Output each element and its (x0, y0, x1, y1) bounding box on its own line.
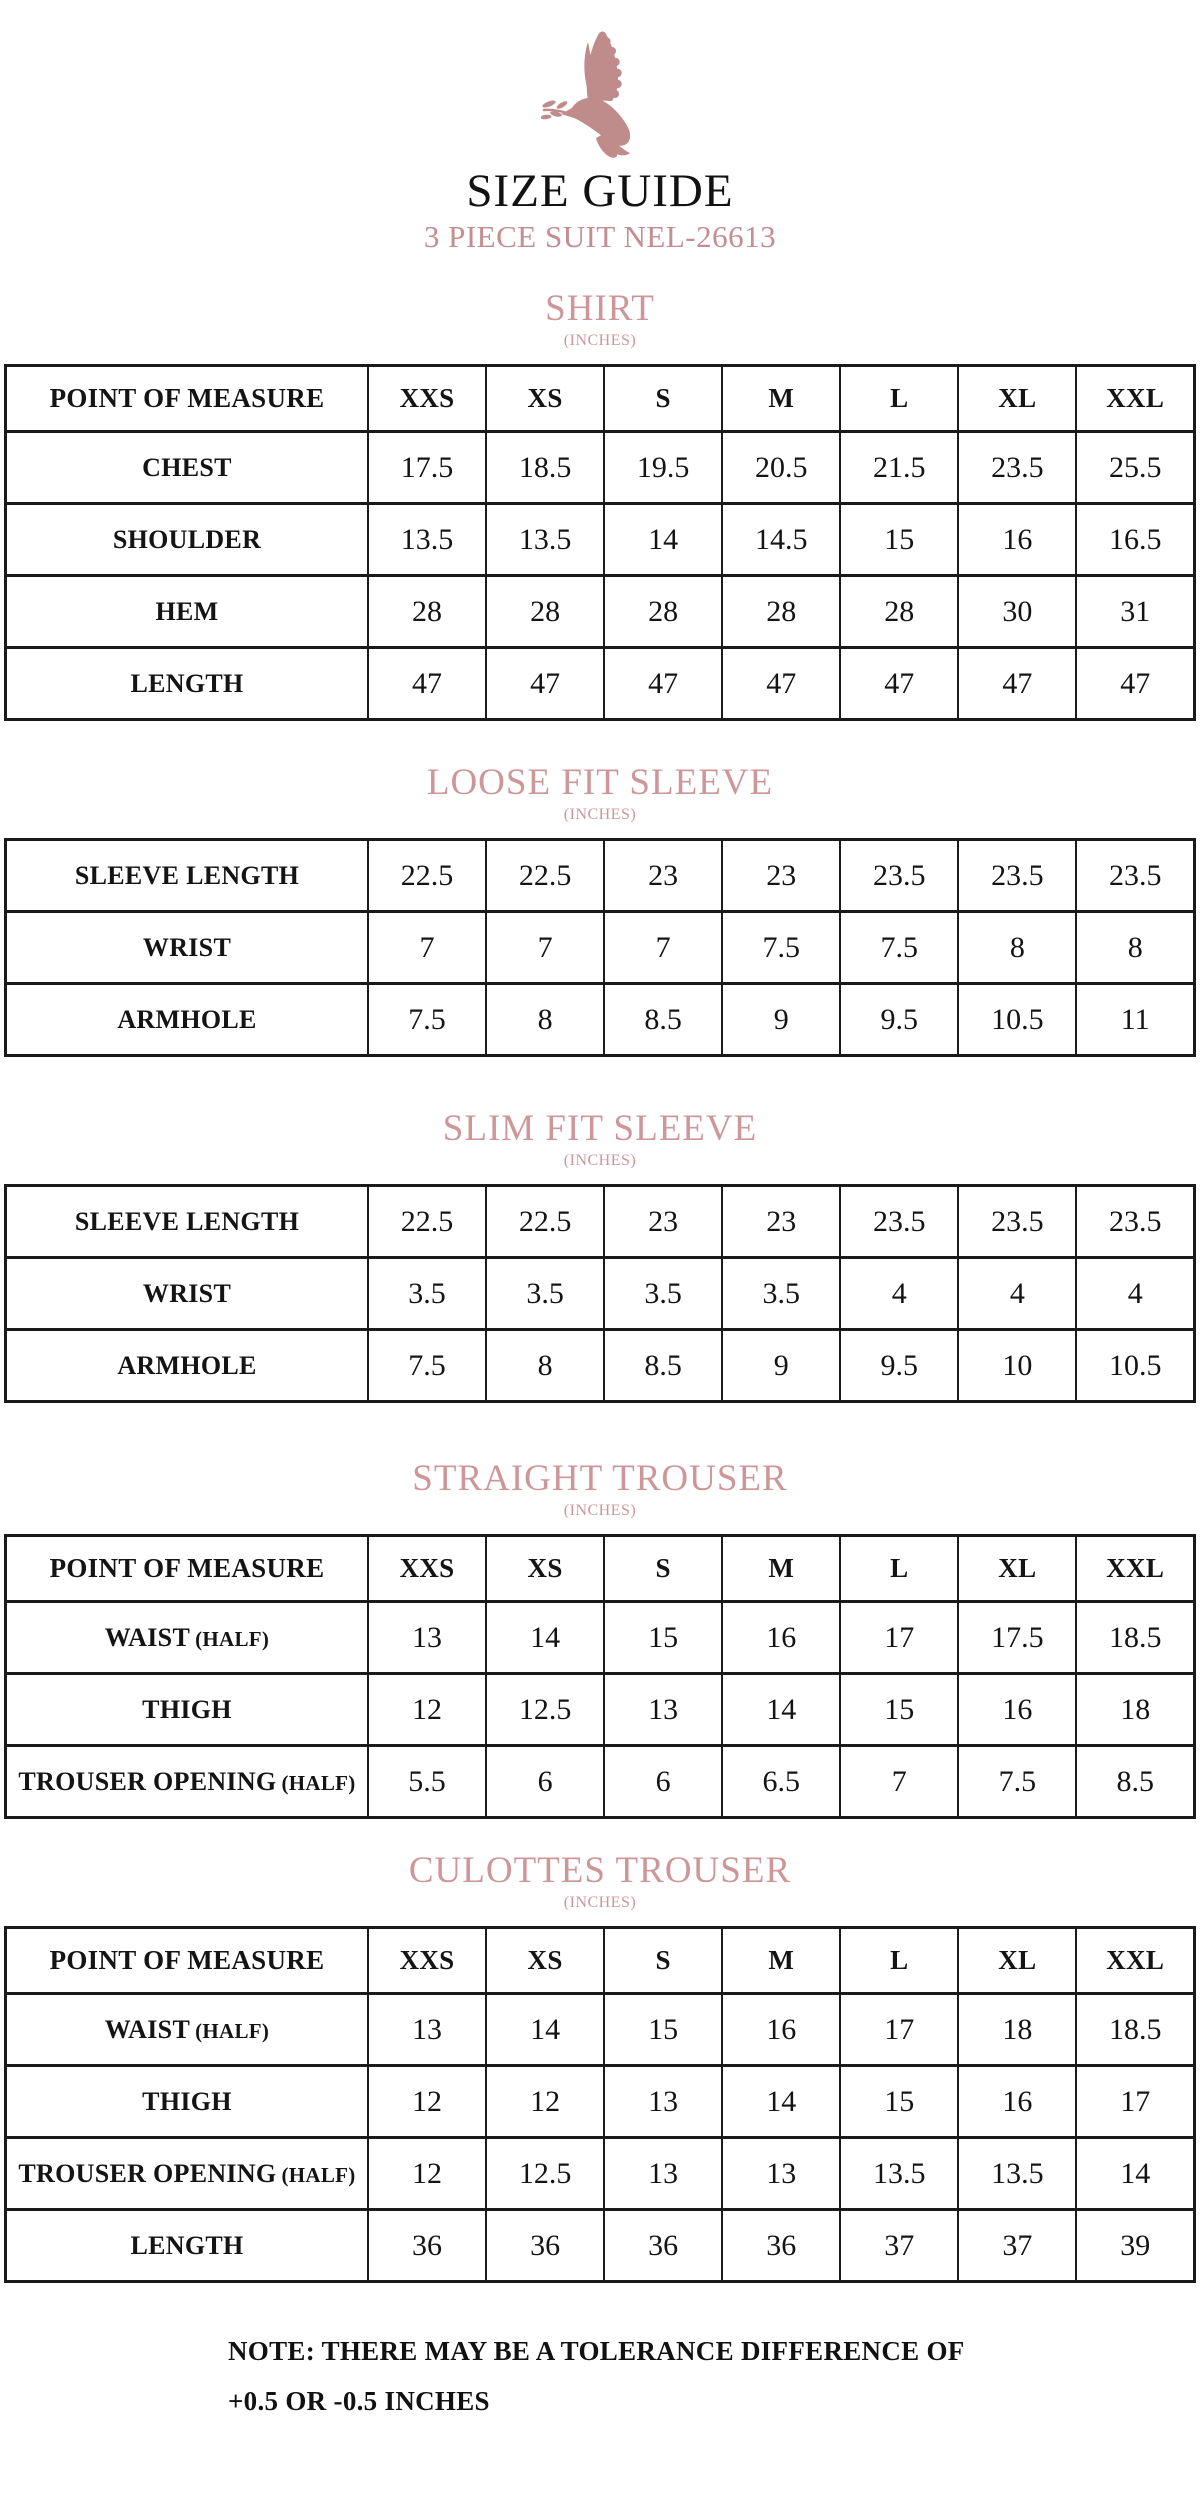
row-label-text: WRIST (142, 932, 232, 962)
measurement-value: 10 (958, 1330, 1076, 1402)
row-label (6, 504, 369, 576)
measurement-value: 31 (1076, 576, 1194, 648)
measurement-value: 47 (1076, 648, 1194, 720)
column-header-size: XXS (368, 1536, 486, 1602)
table-row (6, 648, 1195, 720)
brand-logo-container (0, 26, 1200, 160)
measurement-value: 16.5 (1076, 504, 1194, 576)
measurement-value: 3.5 (486, 1258, 604, 1330)
column-header-size: L (840, 366, 958, 432)
row-label (6, 2138, 369, 2210)
straight-trouser-table (4, 1534, 1196, 1819)
column-header-size: XXS (368, 1928, 486, 1994)
section-shirt (0, 287, 1200, 721)
unit-label: (INCHES) (563, 1502, 637, 1519)
measurement-value: 8.5 (1076, 1746, 1194, 1818)
measurement-value: 7.5 (958, 1746, 1076, 1818)
measurement-value: 23.5 (840, 840, 958, 912)
measurement-value: 9.5 (840, 984, 958, 1056)
table-row (6, 1258, 1195, 1330)
table-row (6, 2210, 1195, 2282)
row-label (6, 1746, 369, 1818)
dove-logo-icon (541, 26, 659, 158)
section-heading: SLIM FIT SLEEVE (442, 1108, 758, 1149)
measurement-value: 3.5 (368, 1258, 486, 1330)
measurement-value: 13.5 (486, 504, 604, 576)
table-row (6, 2138, 1195, 2210)
measurement-value: 12 (486, 2066, 604, 2138)
column-header-size: M (722, 1928, 840, 1994)
measurement-value: 13 (604, 1674, 722, 1746)
row-label (6, 576, 369, 648)
measurement-value: 7.5 (722, 912, 840, 984)
measurement-value: 15 (840, 1674, 958, 1746)
column-header-size: XXL (1076, 366, 1194, 432)
row-label-suffix: (HALF) (281, 1770, 356, 1795)
measurement-value: 23 (722, 1186, 840, 1258)
column-header-size: XXS (368, 366, 486, 432)
measurement-value: 47 (486, 648, 604, 720)
measurement-value: 17 (1076, 2066, 1194, 2138)
row-label-text: LENGTH (130, 2230, 244, 2260)
measurement-value: 20.5 (722, 432, 840, 504)
measurement-value: 18.5 (486, 432, 604, 504)
measurement-value: 47 (722, 648, 840, 720)
measurement-value: 47 (840, 648, 958, 720)
tolerance-note-line2: +0.5 OR -0.5 INCHES (228, 2385, 490, 2416)
column-header-size: M (722, 366, 840, 432)
measurement-value: 12 (368, 2138, 486, 2210)
column-header-size: S (604, 366, 722, 432)
column-header-size: S (604, 1536, 722, 1602)
measurement-value: 23.5 (1076, 840, 1194, 912)
measurement-value: 22.5 (486, 840, 604, 912)
row-label (6, 984, 369, 1056)
table-header-row (6, 1928, 1195, 1994)
measurement-value: 10.5 (958, 984, 1076, 1056)
measurement-value: 30 (958, 576, 1076, 648)
measurement-value: 15 (604, 1602, 722, 1674)
measurement-value: 7 (840, 1746, 958, 1818)
row-label-text: WAIST (104, 1622, 191, 1652)
tolerance-note (228, 2327, 1140, 2427)
column-header-size: M (722, 1536, 840, 1602)
measurement-value: 23.5 (958, 432, 1076, 504)
row-label-text: SLEEVE LENGTH (74, 1206, 300, 1236)
measurement-value: 23 (604, 840, 722, 912)
measurement-value: 23.5 (958, 1186, 1076, 1258)
measurement-value: 3.5 (722, 1258, 840, 1330)
measurement-value: 8 (958, 912, 1076, 984)
column-header-size: L (840, 1928, 958, 1994)
measurement-value: 6 (604, 1746, 722, 1818)
section-loose-fit-sleeve (0, 761, 1200, 1057)
measurement-value: 12.5 (486, 2138, 604, 2210)
section-heading: CULOTTES TROUSER (408, 1850, 792, 1891)
measurement-value: 47 (958, 648, 1076, 720)
row-label-text: TROUSER OPENING (18, 2158, 277, 2188)
row-label (6, 1186, 369, 1258)
column-header-size: XS (486, 366, 604, 432)
measurement-value: 23.5 (958, 840, 1076, 912)
row-label (6, 840, 369, 912)
row-label (6, 2066, 369, 2138)
section-heading: SHIRT (545, 288, 655, 329)
unit-label: (INCHES) (563, 1894, 637, 1911)
measurement-value: 13 (368, 1994, 486, 2066)
measurement-value: 36 (604, 2210, 722, 2282)
measurement-value: 5.5 (368, 1746, 486, 1818)
tolerance-note-line1: NOTE: THERE MAY BE A TOLERANCE DIFFERENCE OF (228, 2336, 965, 2366)
measurement-value: 23 (604, 1186, 722, 1258)
measurement-value: 14 (722, 1674, 840, 1746)
measurement-value: 28 (604, 576, 722, 648)
measurement-value: 28 (486, 576, 604, 648)
row-label (6, 648, 369, 720)
row-label-text: HEM (155, 596, 219, 626)
measurement-value: 7 (604, 912, 722, 984)
row-label-text: LENGTH (130, 668, 244, 698)
measurement-value: 14 (604, 504, 722, 576)
measurement-value: 23 (722, 840, 840, 912)
row-label-text: CHEST (142, 452, 232, 482)
measurement-value: 18 (1076, 1674, 1194, 1746)
row-label-suffix: (HALF) (195, 2018, 270, 2043)
row-label (6, 432, 369, 504)
loose-fit-sleeve-table (4, 838, 1196, 1057)
unit-label: (INCHES) (563, 332, 637, 349)
measurement-value: 12 (368, 2066, 486, 2138)
row-label-text: ARMHOLE (117, 1350, 257, 1380)
row-label-text: WAIST (104, 2014, 191, 2044)
measurement-value: 3.5 (604, 1258, 722, 1330)
measurement-value: 16 (722, 1994, 840, 2066)
culottes-trouser-table (4, 1926, 1196, 2283)
measurement-value: 18.5 (1076, 1602, 1194, 1674)
measurement-value: 7 (486, 912, 604, 984)
measurement-value: 14 (722, 2066, 840, 2138)
measurement-value: 13 (604, 2066, 722, 2138)
measurement-value: 14.5 (722, 504, 840, 576)
measurement-value: 15 (840, 504, 958, 576)
measurement-value: 18 (958, 1994, 1076, 2066)
measurement-value: 9.5 (840, 1330, 958, 1402)
measurement-value: 14 (486, 1994, 604, 2066)
measurement-value: 17 (840, 1994, 958, 2066)
measurement-value: 7 (368, 912, 486, 984)
column-header-size: S (604, 1928, 722, 1994)
table-row (6, 1746, 1195, 1818)
column-header-size: XS (486, 1536, 604, 1602)
measurement-value: 12 (368, 1674, 486, 1746)
measurement-value: 15 (840, 2066, 958, 2138)
measurement-value: 25.5 (1076, 432, 1194, 504)
measurement-value: 22.5 (368, 1186, 486, 1258)
table-row (6, 432, 1195, 504)
row-label (6, 912, 369, 984)
measurement-value: 14 (486, 1602, 604, 1674)
measurement-value: 16 (722, 1602, 840, 1674)
table-row (6, 1674, 1195, 1746)
row-label (6, 1602, 369, 1674)
measurement-value: 36 (486, 2210, 604, 2282)
measurement-value: 9 (722, 1330, 840, 1402)
row-label-suffix: (HALF) (281, 2162, 356, 2187)
measurement-value: 12.5 (486, 1674, 604, 1746)
table-row (6, 576, 1195, 648)
measurement-value: 16 (958, 2066, 1076, 2138)
measurement-value: 47 (604, 648, 722, 720)
column-header-size: XXL (1076, 1928, 1194, 1994)
row-label-text: ARMHOLE (117, 1004, 257, 1034)
table-row (6, 1994, 1195, 2066)
measurement-value: 21.5 (840, 432, 958, 504)
product-subtitle: 3 PIECE SUIT NEL-26613 (423, 219, 777, 254)
measurement-value: 17 (840, 1602, 958, 1674)
measurement-value: 8 (486, 984, 604, 1056)
measurement-value: 28 (368, 576, 486, 648)
section-heading: LOOSE FIT SLEEVE (426, 762, 774, 803)
measurement-value: 37 (840, 2210, 958, 2282)
measurement-value: 13.5 (840, 2138, 958, 2210)
section-heading: STRAIGHT TROUSER (412, 1458, 788, 1499)
measurement-value: 9 (722, 984, 840, 1056)
row-label-text: THIGH (142, 2086, 232, 2116)
unit-label: (INCHES) (563, 806, 637, 823)
measurement-value: 4 (958, 1258, 1076, 1330)
measurement-value: 13 (722, 2138, 840, 2210)
column-header-size: XS (486, 1928, 604, 1994)
measurement-value: 11 (1076, 984, 1194, 1056)
measurement-value: 28 (840, 576, 958, 648)
measurement-value: 18.5 (1076, 1994, 1194, 2066)
row-label-suffix: (HALF) (195, 1626, 270, 1651)
column-header-point-of-measure: POINT OF MEASURE (6, 1928, 369, 1994)
slim-fit-sleeve-table (4, 1184, 1196, 1403)
measurement-value: 7.5 (840, 912, 958, 984)
row-label (6, 1674, 369, 1746)
measurement-value: 10.5 (1076, 1330, 1194, 1402)
row-label-text: SHOULDER (112, 524, 262, 554)
measurement-value: 13.5 (958, 2138, 1076, 2210)
measurement-value: 6.5 (722, 1746, 840, 1818)
section-culottes-trouser (0, 1849, 1200, 2283)
table-row (6, 504, 1195, 576)
column-header-size: XL (958, 1928, 1076, 1994)
measurement-value: 4 (840, 1258, 958, 1330)
table-row (6, 1602, 1195, 1674)
measurement-value: 13.5 (368, 504, 486, 576)
measurement-value: 19.5 (604, 432, 722, 504)
column-header-size: XL (958, 366, 1076, 432)
measurement-value: 14 (1076, 2138, 1194, 2210)
column-header-size: XL (958, 1536, 1076, 1602)
row-label-text: WRIST (142, 1278, 232, 1308)
measurement-value: 16 (958, 1674, 1076, 1746)
row-label-text: TROUSER OPENING (18, 1766, 277, 1796)
section-straight-trouser (0, 1457, 1200, 1819)
column-header-point-of-measure: POINT OF MEASURE (6, 1536, 369, 1602)
measurement-value: 17.5 (368, 432, 486, 504)
measurement-value: 37 (958, 2210, 1076, 2282)
measurement-value: 28 (722, 576, 840, 648)
row-label-text: THIGH (142, 1694, 232, 1724)
table-row (6, 1330, 1195, 1402)
measurement-value: 47 (368, 648, 486, 720)
measurement-value: 4 (1076, 1258, 1194, 1330)
measurement-value: 6 (486, 1746, 604, 1818)
table-row (6, 840, 1195, 912)
column-header-size: XXL (1076, 1536, 1194, 1602)
measurement-value: 22.5 (486, 1186, 604, 1258)
measurement-value: 13 (604, 2138, 722, 2210)
measurement-value: 13 (368, 1602, 486, 1674)
measurement-value: 8 (486, 1330, 604, 1402)
row-label (6, 1258, 369, 1330)
table-header-row (6, 366, 1195, 432)
page-title: SIZE GUIDE (466, 165, 734, 217)
table-header-row (6, 1536, 1195, 1602)
table-row (6, 2066, 1195, 2138)
measurement-value: 8.5 (604, 1330, 722, 1402)
measurement-value: 36 (368, 2210, 486, 2282)
table-row (6, 984, 1195, 1056)
column-header-size: L (840, 1536, 958, 1602)
row-label (6, 2210, 369, 2282)
measurement-value: 17.5 (958, 1602, 1076, 1674)
section-slim-fit-sleeve (0, 1107, 1200, 1403)
measurement-value: 22.5 (368, 840, 486, 912)
measurement-value: 7.5 (368, 984, 486, 1056)
shirt-size-table (4, 364, 1196, 721)
table-row (6, 912, 1195, 984)
measurement-value: 7.5 (368, 1330, 486, 1402)
measurement-value: 16 (958, 504, 1076, 576)
measurement-value: 36 (722, 2210, 840, 2282)
measurement-value: 8 (1076, 912, 1194, 984)
column-header-point-of-measure: POINT OF MEASURE (6, 366, 369, 432)
unit-label: (INCHES) (563, 1152, 637, 1169)
row-label (6, 1330, 369, 1402)
measurement-value: 23.5 (840, 1186, 958, 1258)
measurement-value: 39 (1076, 2210, 1194, 2282)
table-row (6, 1186, 1195, 1258)
row-label-text: SLEEVE LENGTH (74, 860, 300, 890)
measurement-value: 8.5 (604, 984, 722, 1056)
measurement-value: 23.5 (1076, 1186, 1194, 1258)
row-label (6, 1994, 369, 2066)
measurement-value: 15 (604, 1994, 722, 2066)
